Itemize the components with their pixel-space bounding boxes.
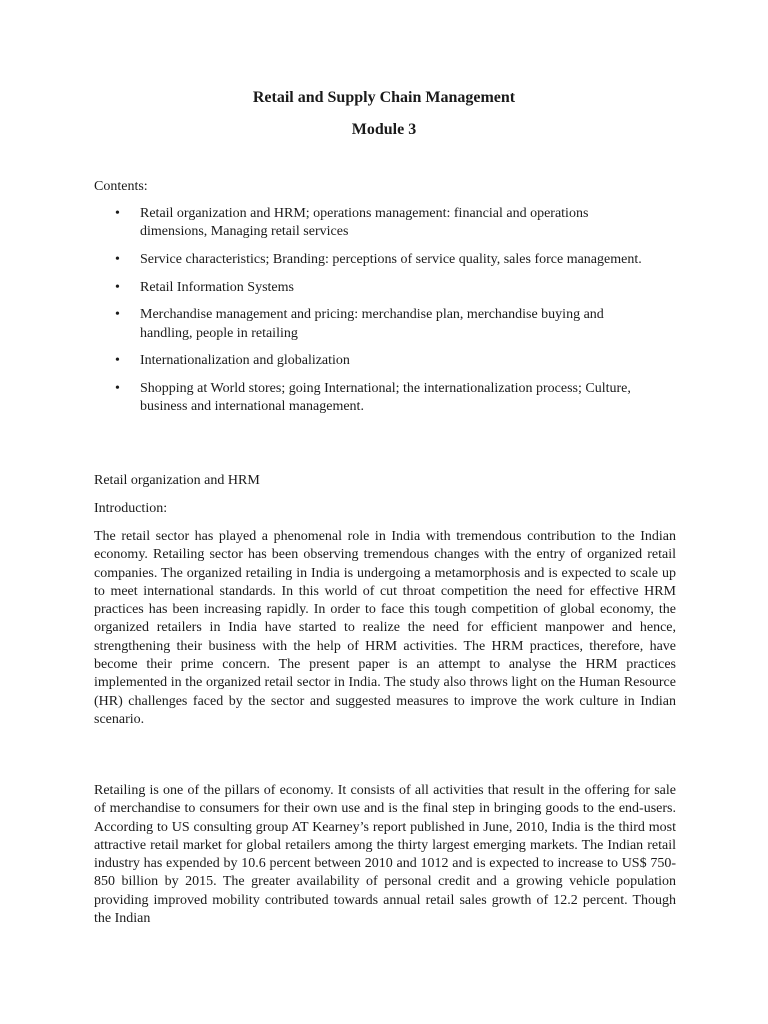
list-item-text: Retail organization and HRM; operations management: financial and operations dimensions, Managing retail services: [140, 206, 589, 240]
retailing-paragraph: Retailing is one of the pillars of economy. It consists of all activities that result in the offering for sale of merchandise to consumers for their own use and is the final step in bringing goods to the end-users. According to US consulting group AT Kearney’s report published in June, 2010, India is the third most attractive retail market for global retailers among the thirty largest emerging markets. The Indian retail industry has expended by 10.6 percent between 2010 and 1012 and is expected to increase to US$ 750-850 billion by 2015. The greater availability of personal credit and a growing vehicle population providing improved mobility contributed towards annual retail sales growth of 12.2 percent. Though the Indian: [94, 783, 676, 927]
list-item: [94, 279, 676, 297]
bullet-icon: •: [115, 251, 120, 267]
list-item-text: Internationalization and globalization: [140, 353, 350, 369]
bullet-icon: •: [115, 307, 120, 323]
module-subtitle: Module 3: [351, 121, 417, 138]
list-item-text: Merchandise management and pricing: merchandise plan, merchandise buying and handling, people in retailing: [140, 307, 604, 341]
contents-label: Contents:: [94, 179, 148, 194]
contents-list: [94, 205, 676, 426]
document-title: Retail and Supply Chain Management: [252, 89, 516, 106]
introduction-paragraph: The retail sector has played a phenomenal role in India with tremendous contribution to the Indian economy. Retailing sector has been observing tremendous changes with the entry of organized retail companies. The organized retailing in India is undergoing a metamorphosis and is expected to scale up to meet international standards. In this world of cut throat competition the need for effective HRM practices has been increasing rapidly. In order to face this tough competition of global economy, the organized retailers in India have started to realize the need for efficient manpower and hence, strengthening their business with the help of HRM activities. The HRM practices, therefore, have become their prime concern. The present paper is an attempt to analyse the HRM practices implemented in the organized retail sector in India. The study also throws light on the Human Resource (HR) challenges faced by the sector and suggested measures to improve the work culture in Indian scenario.: [94, 529, 676, 727]
introduction-label: Introduction:: [94, 501, 168, 516]
list-item-text: Shopping at World stores; going International; the internationalization process; Culture, business and international management.: [140, 381, 631, 415]
list-item: [94, 251, 676, 269]
list-item-text: Retail Information Systems: [140, 279, 294, 295]
list-item: [94, 352, 676, 370]
bullet-icon: •: [115, 206, 120, 221]
list-item: [94, 205, 676, 242]
list-item-text: Service characteristics; Branding: perceptions of service quality, sales force management.: [140, 251, 642, 267]
section-heading: Retail organization and HRM: [94, 473, 260, 488]
bullet-icon: •: [115, 381, 120, 397]
list-item: [94, 380, 676, 417]
list-item: [94, 306, 676, 343]
bullet-icon: •: [115, 279, 120, 295]
bullet-icon: •: [115, 353, 120, 369]
